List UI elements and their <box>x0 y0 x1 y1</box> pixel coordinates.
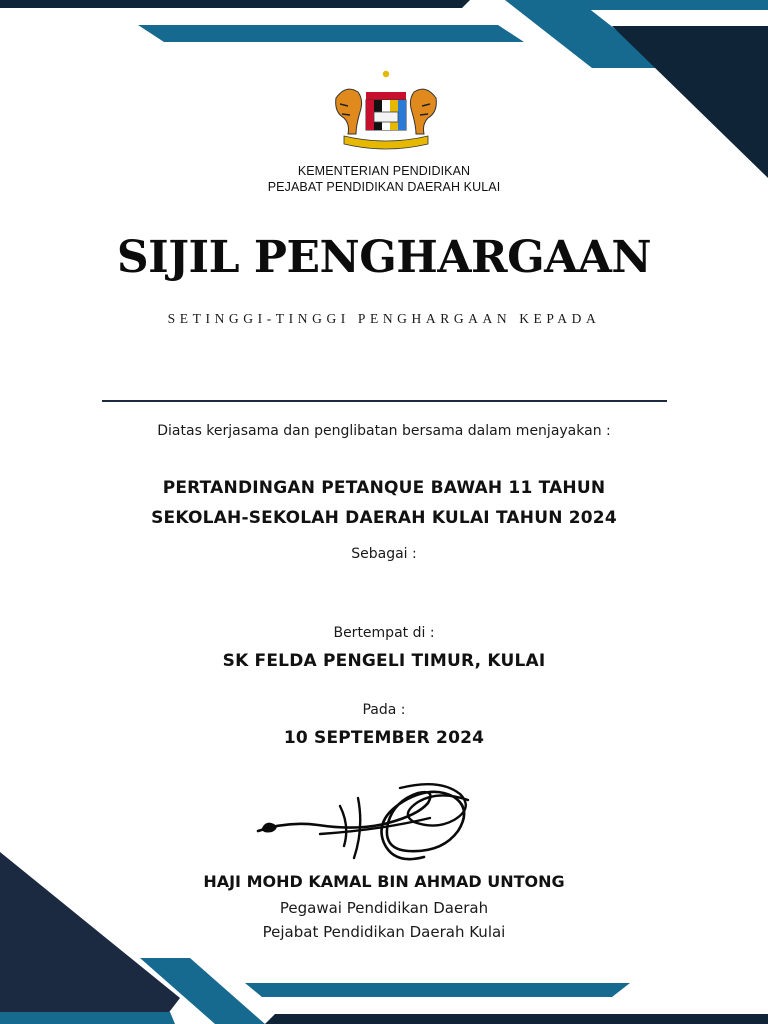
recipient-name-line <box>102 400 667 402</box>
top-navy-band <box>0 0 470 8</box>
event-title-line2: SEKOLAH-SEKOLAH DAERAH KULAI TAHUN 2024 <box>151 508 617 528</box>
intro-text: Diatas kerjasama dan penglibatan bersama dalam menjayakan : <box>157 423 611 439</box>
bottom-left-edge-band <box>0 1012 175 1024</box>
top-right-navy-triangle <box>612 26 768 178</box>
signatory-name: HAJI MOHD KAMAL BIN AHMAD UNTONG <box>203 872 565 891</box>
role-label: Sebagai : <box>351 546 417 562</box>
event-title-line1: PERTANDINGAN PETANQUE BAWAH 11 TAHUN <box>162 478 606 498</box>
event-date: 10 SEPTEMBER 2024 <box>283 728 485 748</box>
date-label: Pada : <box>362 702 406 718</box>
certificate-title: SIJIL PENGHARGAAN <box>116 232 652 283</box>
top-right-light-band <box>575 0 768 10</box>
signatory-office: Pejabat Pendidikan Daerah Kulai <box>262 923 506 941</box>
venue-label: Bertempat di : <box>333 625 435 641</box>
bottom-navy-band <box>245 983 630 997</box>
venue-name: SK FELDA PENGELI TIMUR, KULAI <box>222 651 546 671</box>
coat-of-arms-emblem <box>330 70 442 152</box>
top-blue-band <box>138 25 524 42</box>
bottom-right-band <box>265 1014 768 1024</box>
district-office-name: PEJABAT PENDIDIKAN DAERAH KULAI <box>267 180 501 194</box>
handwritten-signature <box>250 776 510 876</box>
signatory-position: Pegawai Pendidikan Daerah <box>279 899 489 917</box>
ministry-name: KEMENTERIAN PENDIDIKAN <box>297 164 471 178</box>
certificate-subtitle: SETINGGI-TINGGI PENGHARGAAN KEPADA <box>167 311 601 326</box>
